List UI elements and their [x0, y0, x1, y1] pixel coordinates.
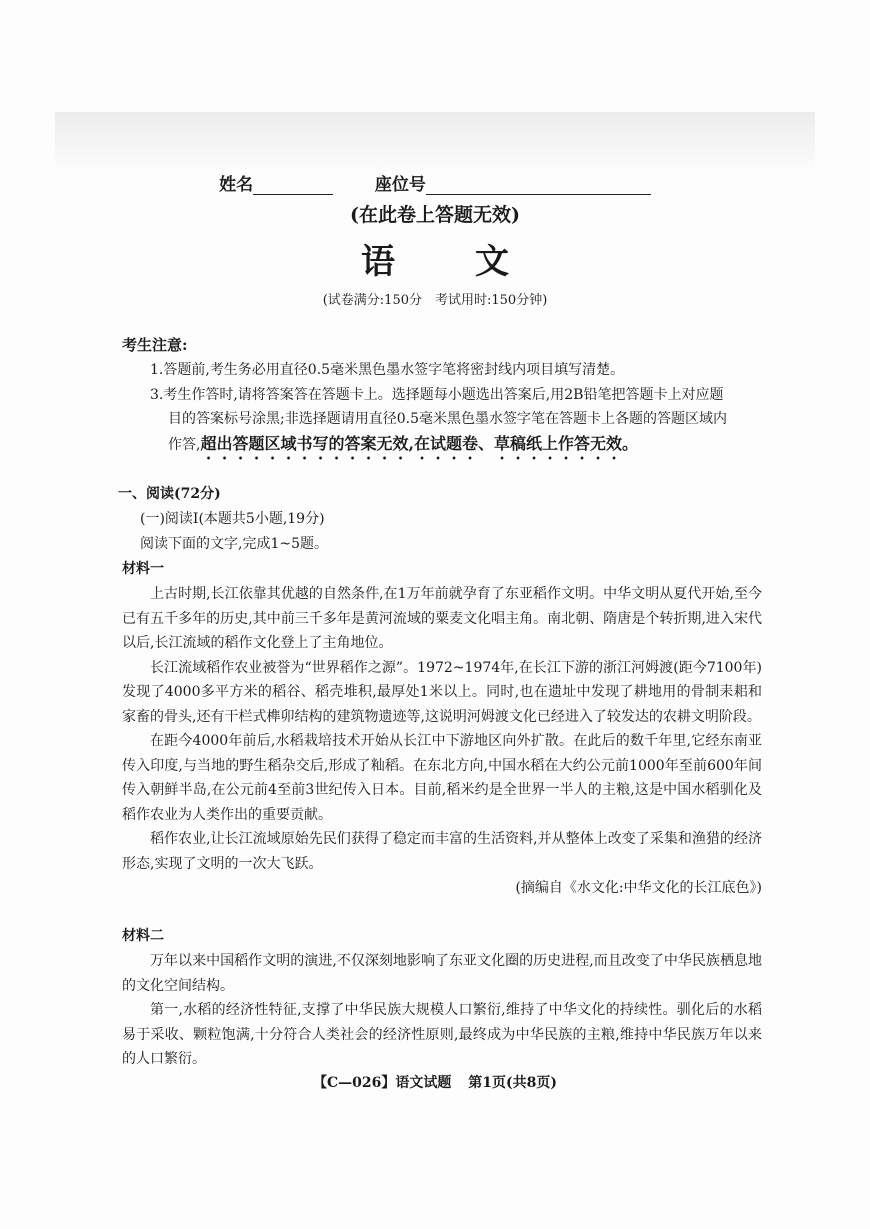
- footer-page: 第1页(共8页): [468, 1075, 557, 1091]
- name-label: 姓名: [219, 175, 254, 195]
- instruction-3a: 3.考生作答时,请将答案答在答题卡上。选择题每小题选出答案后,用2B铅笔把答题卡上对应题: [150, 386, 724, 403]
- material1-label: 材料一: [122, 561, 164, 577]
- section-direction: 阅读下面的文字,完成1~5题。: [140, 536, 328, 552]
- section-title: 一、阅读(72分): [118, 486, 221, 502]
- scan-shadow: [55, 112, 815, 174]
- notice: (在此卷上答题无效): [350, 204, 520, 226]
- material1-p1: 上古时期,长江依靠其优越的自然条件,在1万年前就孕育了东亚稻作文明。中华文明从夏代开始,至今已有五千多年的历史,其中前三千多年是黄河流域的粟麦文化唱主角。南北朝、隋唐是个转折期,进入宋代以后,长江流域的稻作文化登上了主角地位。: [122, 586, 762, 651]
- material1-p4: 稻作农业,让长江流域原始先民们获得了稳定而丰富的生活资料,并从整体上改变了采集和渔猎的经济形态,实现了文明的一次大飞跃。: [122, 831, 762, 872]
- name-blank: [253, 176, 333, 195]
- instruction-3b: 目的答案标号涂黑;非选择题请用直径0.5毫米黑色墨水签字笔在答题卡上各题的答题区域内: [168, 411, 727, 427]
- name-seat-row: [0, 170, 870, 195]
- exam-meta: (试卷满分:150分 考试用时:150分钟): [322, 293, 548, 308]
- seat-label: 座位号: [374, 175, 426, 195]
- material2-label: 材料二: [122, 928, 164, 944]
- instructions-heading: 考生注意:: [122, 336, 188, 354]
- material1-source: (摘编自《水文化:中华文化的长江底色》): [515, 880, 762, 896]
- material1-body: [122, 582, 762, 901]
- seat-blank: [426, 176, 651, 195]
- page-footer: [0, 1072, 870, 1092]
- instructions-body: [150, 358, 770, 463]
- material1-p3: 在距今4000年前后,水稻栽培技术开始从长江中下游地区向外扩散。在此后的数千年里,它经东南亚传入印度,与当地的野生稻杂交后,形成了籼稻。在东北方向,中国水稻在大约公元前1000年至前600年间传入朝鲜半岛,在公元前4至前3世纪传入日本。目前,稻米约是全世界一半人的主粮,这是中国水稻驯化及稻作农业为人类作出的重要贡献。: [122, 733, 762, 823]
- material2-p1: 万年以来中国稻作文明的演进,不仅深刻地影响了东亚文化圈的历史进程,而且改变了中华民族栖息地的文化空间结构。: [122, 953, 762, 994]
- instruction-3c: 作答,: [168, 436, 201, 453]
- instruction-3c-line: [150, 432, 770, 463]
- subject-title: 语文: [361, 242, 589, 282]
- material2-p2: 第一,水稻的经济性特征,支撑了中华民族大规模人口繁衍,维持了中华文化的持续性。驯化后的水稻易于采收、颗粒饱满,十分符合人类社会的经济性原则,最终成为中华民族的主粮,维持中华民族万年以来的人口繁衍。: [122, 1002, 762, 1067]
- section-subtitle: (一)阅读Ⅰ(本题共5小题,19分): [140, 511, 325, 527]
- material1-p2: 长江流域稻作农业被誉为“世界稻作之源”。1972~1974年,在长江下游的浙江河姆渡(距今7100年)发现了4000多平方米的稻谷、稻壳堆积,最厚处1米以上。同时,也在遗址中发现了耕地用的骨制耒耜和家畜的骨头,还有干栏式榫卯结构的建筑物遗迹等,这说明河姆渡文化已经进入了较发达的农耕文明阶段。: [122, 659, 762, 725]
- footer-code: 【C—026】语文试题: [313, 1075, 452, 1091]
- material2-body: [122, 949, 762, 1072]
- instruction-1: 1.答题前,考生务必用直径0.5毫米黑色墨水签字笔将密封线内项目填写清楚。: [150, 362, 625, 378]
- instruction-emphasis: 超出答题区域书写的答案无效,在试题卷、草稿纸上作答无效。: [200, 433, 639, 453]
